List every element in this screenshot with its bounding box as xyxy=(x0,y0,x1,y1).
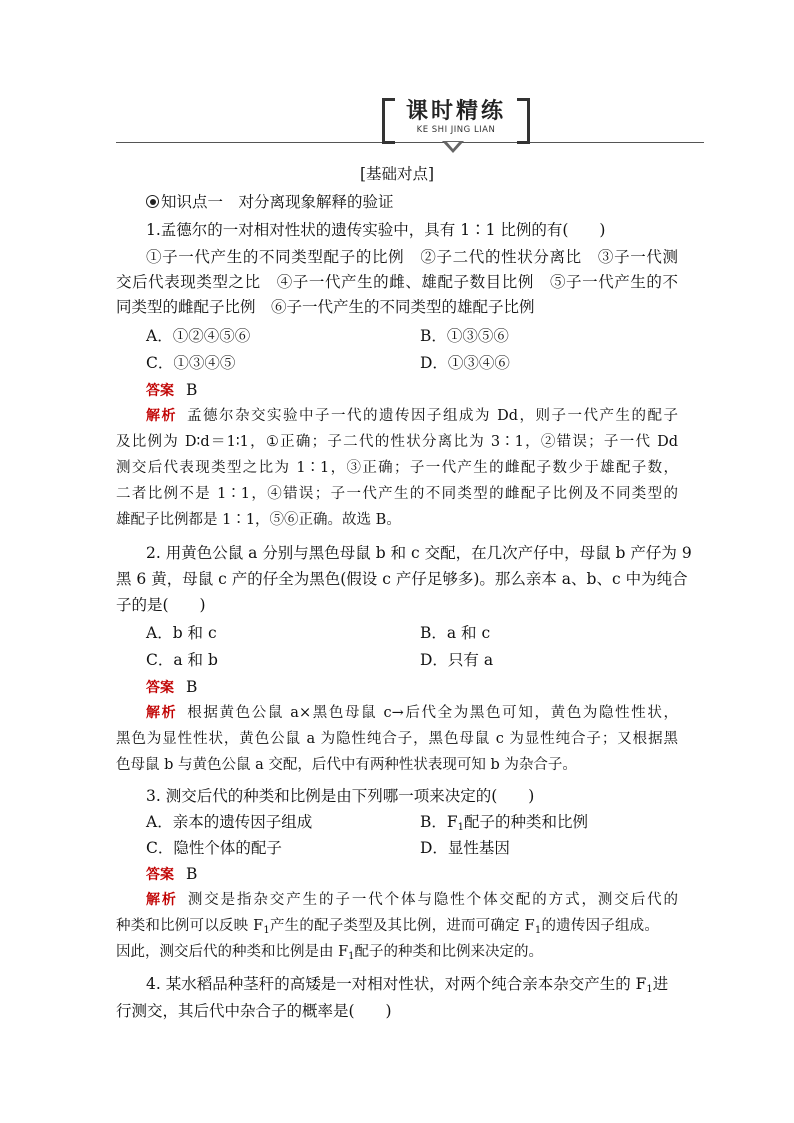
subscript: 1 xyxy=(534,925,542,936)
q1-stem: 1.孟德尔的一对相对性状的遗传实验中，具有 1∶1 比例的有( ) xyxy=(146,221,606,239)
text: 的遗传因子组成。 xyxy=(541,918,660,934)
analysis-label: 解析 xyxy=(146,705,178,721)
q3-stem: 3. 测交后代的种类和比例是由下列哪一项来决定的( ) xyxy=(146,787,535,805)
answer-value: B xyxy=(186,381,198,399)
q3-analysis-line1 xyxy=(146,890,678,910)
q1-items-line2: 交后代表现类型之比 ④子一代产生的雌、雄配子数目比例 ⑤子一代产生的不 xyxy=(116,273,678,291)
analysis-text: 根据黄色公鼠 a×黑色母鼠 c→后代全为黑色可知，黄色为隐性性状， xyxy=(187,705,679,721)
q3-option-b xyxy=(420,812,588,838)
text: 配子的种类和比例来决定的。 xyxy=(354,944,544,960)
q2-stem-line1: 2. 用黄色公鼠 a 分别与黑色母鼠 b 和 c 交配，在几次产仔中，母鼠 b 产仔为 9 xyxy=(146,544,692,562)
q2-answer xyxy=(146,677,708,698)
banner-title: 课时精练 xyxy=(405,99,506,124)
left-bracket-icon xyxy=(382,98,395,144)
q3-option-b-rest: 配子的种类和比例 xyxy=(464,813,589,831)
q1-analysis-line2: 及比例为 D∶d＝1∶1，①正确；子二代的性状分离比为 3∶1，②错误；子一代 Dd xyxy=(116,434,678,450)
q3-analysis-line2 xyxy=(116,916,678,941)
answer-value: B xyxy=(186,865,198,883)
subscript: 1 xyxy=(263,925,270,936)
text: 4. 某水稻品种茎秆的高矮是一对相对性状，对两个纯合亲本杂交产生的 F xyxy=(146,975,647,993)
answer-label: 答案 xyxy=(146,383,174,399)
knowledge-point-text: 知识点一 对分离现象解释的验证 xyxy=(161,193,394,211)
text: 产生的配子类型及其比例，进而可确定 F xyxy=(269,918,535,934)
q3-answer xyxy=(146,864,708,885)
q2-option-c: C．a 和 b xyxy=(146,651,218,669)
q4-stem-line1 xyxy=(146,974,708,1000)
q2-analysis-line3: 色母鼠 b 与黄色公鼠 a 交配，后代中有两种性状表现可知 b 为杂合子。 xyxy=(116,757,577,773)
q3-analysis-line3 xyxy=(116,942,678,967)
q1-option-c: C．①③④⑤ xyxy=(146,354,236,372)
text: 进 xyxy=(652,975,669,993)
analysis-text: 测交是指杂交产生的子一代个体与隐性个体交配的方式，测交后代的 xyxy=(187,892,679,908)
answer-label: 答案 xyxy=(146,867,174,883)
section-heading: [基础对点] xyxy=(359,165,435,183)
q1-answer xyxy=(146,380,708,401)
q4-stem-line2: 行测交，其后代中杂合子的概率是( ) xyxy=(116,1002,392,1020)
q1-option-a: A．①②④⑤⑥ xyxy=(146,327,251,345)
header-banner xyxy=(116,96,704,160)
banner-box xyxy=(382,98,530,138)
q3-option-c: C．隐性个体的配子 xyxy=(146,839,282,857)
q1-items-line3: 同类型的雌配子比例 ⑥子一代产生的不同类型的雄配子比例 xyxy=(116,298,535,316)
analysis-label: 解析 xyxy=(146,892,178,908)
subscript: 1 xyxy=(457,822,465,833)
right-bracket-icon xyxy=(517,98,530,144)
text: 种类和比例可以反映 F xyxy=(116,918,264,934)
q1-items-line1: ①子一代产生的不同类型配子的比例 ②子二代的性状分离比 ③子一代测 xyxy=(146,248,678,266)
q2-stem-line2: 黑 6 黄，母鼠 c 产的仔全为黑色(假设 c 产仔足够多)。那么亲本 a、b、c 中为纯合 xyxy=(116,570,688,588)
knowledge-point xyxy=(146,192,708,212)
banner-subtitle: KE SHI JING LIAN xyxy=(416,125,496,135)
banner-down-arrow-inner xyxy=(447,142,459,149)
q2-stem-line3: 子的是( ) xyxy=(116,596,206,614)
answer-label: 答案 xyxy=(146,680,174,696)
q3-option-d: D．显性基因 xyxy=(420,839,510,857)
q1-option-b: B．①③⑤⑥ xyxy=(420,327,509,345)
q2-option-b: B．a 和 c xyxy=(420,624,491,642)
q2-option-d: D．只有 a xyxy=(420,651,494,669)
analysis-label: 解析 xyxy=(146,408,177,424)
banner-rule xyxy=(116,142,704,143)
q2-option-a: A．b 和 c xyxy=(146,624,217,642)
subscript: 1 xyxy=(348,951,355,962)
q2-analysis-line2: 黑色为显性性状，黄色公鼠 a 为隐性纯合子，黑色母鼠 c 为显性纯合子；又根据黑 xyxy=(116,731,678,747)
q1-analysis-line5: 雄配子比例都是 1∶1，⑤⑥正确。故选 B。 xyxy=(116,512,401,528)
text: 因此，测交后代的种类和比例是由 F xyxy=(116,944,349,960)
analysis-text: 孟德尔杂交实验中子一代的遗传因子组成为 Dd，则子一代产生的配子 xyxy=(187,408,678,424)
q1-analysis-line1 xyxy=(146,406,678,426)
q1-analysis-line3: 测交后代表现类型之比为 1∶1，③正确；子一代产生的雌配子数少于雄配子数， xyxy=(116,460,678,476)
answer-value: B xyxy=(186,678,198,696)
subscript: 1 xyxy=(646,984,653,995)
bullet-circle-icon xyxy=(146,195,159,208)
q1-option-d: D．①③④⑥ xyxy=(420,354,510,372)
q3-option-a: A．亲本的遗传因子组成 xyxy=(146,813,313,831)
q2-analysis-line1 xyxy=(146,703,678,723)
q3-option-b-text: B．F xyxy=(420,813,458,831)
q1-analysis-line4: 二者比例不是 1∶1，④错误；子一代产生的不同类型的雌配子比例及不同类型的 xyxy=(116,486,678,502)
